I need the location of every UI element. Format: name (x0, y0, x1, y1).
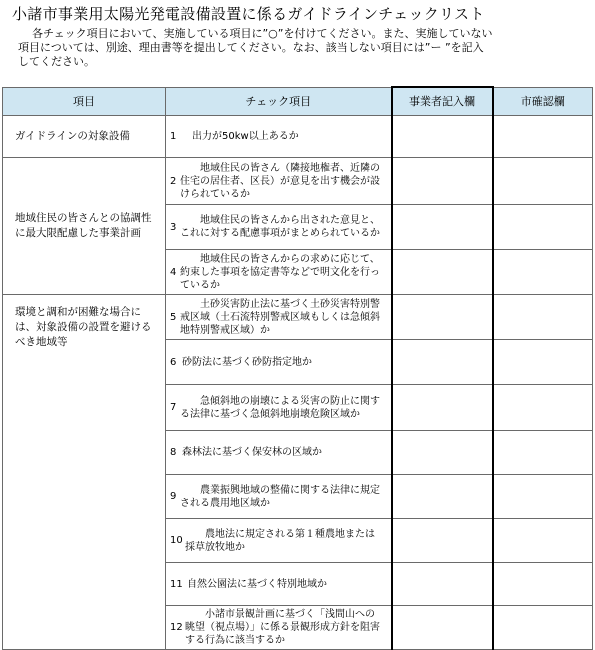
item-text: 地域住民の皆さんからの求めに応じて、約束した事項を協定書等などで明文化を行っているか (180, 253, 380, 291)
business-entry-cell[interactable] (392, 250, 493, 295)
business-entry-cell[interactable] (392, 158, 493, 205)
item-number: 10 (170, 535, 183, 546)
category-restricted-areas: 環境と調和が困難な場合には、対象設備の設置を避けるべき地域等 (3, 295, 166, 650)
item-text: 森林法に基づく保安林の区域か (182, 447, 322, 458)
business-entry-cell[interactable] (392, 606, 493, 650)
table-row (3, 295, 593, 340)
check-item (166, 205, 392, 250)
item-number: 7 (170, 402, 177, 413)
city-confirm-cell[interactable] (493, 475, 593, 519)
item-number: 11 (170, 578, 183, 590)
business-entry-cell[interactable] (392, 431, 493, 475)
business-entry-cell[interactable] (392, 519, 493, 563)
check-item (166, 116, 392, 158)
city-confirm-cell[interactable] (493, 563, 593, 606)
check-item (166, 475, 392, 519)
instructions-line-1: 各チェック項目において、実施している項目に”○”を付けてください。また、実施していない (32, 27, 493, 40)
check-item (166, 385, 392, 431)
city-confirm-cell[interactable] (493, 385, 593, 431)
city-confirm-cell[interactable] (493, 340, 593, 385)
business-entry-cell[interactable] (392, 475, 493, 519)
item-text: 自然公園法に基づく特別地域か (187, 578, 327, 590)
city-confirm-cell[interactable] (493, 116, 593, 158)
table-row (3, 116, 593, 158)
business-entry-cell[interactable] (392, 563, 493, 606)
check-item (166, 340, 392, 385)
city-confirm-cell[interactable] (493, 205, 593, 250)
item-number: 12 (170, 622, 183, 633)
item-text: 急傾斜地の崩壊による災害の防止に関する法律に基づく急傾斜地崩壊危険区域か (180, 395, 380, 420)
item-text: 農業振興地域の整備に関する法律に規定される農用地区域か (180, 484, 380, 509)
check-item (166, 563, 392, 606)
city-confirm-cell[interactable] (493, 158, 593, 205)
check-item (166, 295, 392, 340)
header-business-entry: 事業者記入欄 (392, 87, 493, 116)
city-confirm-cell[interactable] (493, 431, 593, 475)
business-entry-cell[interactable] (392, 205, 493, 250)
item-text: 農地法に規定される第１種農地または採草放牧地か (185, 528, 375, 553)
item-number: 6 (170, 356, 177, 368)
item-number: 9 (170, 491, 177, 502)
item-number: 2 (170, 175, 177, 187)
item-text: 土砂災害防止法に基づく土砂災害特別警戒区域（土石流特別警戒区域もしくは急傾斜地特別警戒区域）か (180, 298, 380, 336)
city-confirm-cell[interactable] (493, 295, 593, 340)
check-item (166, 519, 392, 563)
business-entry-cell[interactable] (392, 340, 493, 385)
item-text: 小諸市景観計画に基づく「浅間山への眺望（視点場）」に係る景観形成方針を阻害する行為に該当するか (185, 609, 380, 646)
business-entry-cell[interactable] (392, 385, 493, 431)
checklist-table (2, 86, 593, 650)
instructions-line-2: 項目については、別途、理由書等を提出してください。なお、該当しない項目には”ー ”を記入 (18, 41, 484, 54)
category-target-facility: ガイドラインの対象設備 (3, 116, 166, 158)
item-number: 1 (170, 131, 177, 142)
item-number: 3 (170, 221, 177, 233)
city-confirm-cell[interactable] (493, 250, 593, 295)
item-number: 5 (170, 311, 177, 323)
item-text: 地域住民の皆さんから出された意見と、これに対する配慮事項がまとめられているか (180, 215, 380, 239)
city-confirm-cell[interactable] (493, 606, 593, 650)
item-text: 地域住民の皆さん（隣接地権者、近隣の住宅の居住者、区長）が意見を出す機会が設けられているか (180, 162, 380, 200)
check-item (166, 250, 392, 295)
header-check-item: チェック項目 (166, 87, 392, 116)
item-text: 砂防法に基づく砂防指定地か (182, 356, 312, 368)
category-resident-coordination: 地域住民の皆さんとの協調性に最大限配慮した事業計画 (3, 158, 166, 295)
instructions-line-3: してください。 (18, 55, 95, 68)
business-entry-cell[interactable] (392, 116, 493, 158)
business-entry-cell[interactable] (392, 295, 493, 340)
check-item (166, 606, 392, 650)
item-number: 4 (170, 266, 177, 278)
header-city-confirm: 市確認欄 (493, 87, 593, 116)
check-item (166, 158, 392, 205)
instructions (18, 27, 588, 69)
item-number: 8 (170, 447, 177, 458)
city-confirm-cell[interactable] (493, 519, 593, 563)
page-title: 小諸市事業用太陽光発電設備設置に係るガイドラインチェックリスト (12, 5, 485, 23)
header-category: 項目 (3, 87, 166, 116)
header-row (3, 87, 593, 116)
table-row (3, 158, 593, 205)
check-item (166, 431, 392, 475)
item-text: 出力が50kw以上あるか (192, 131, 299, 142)
